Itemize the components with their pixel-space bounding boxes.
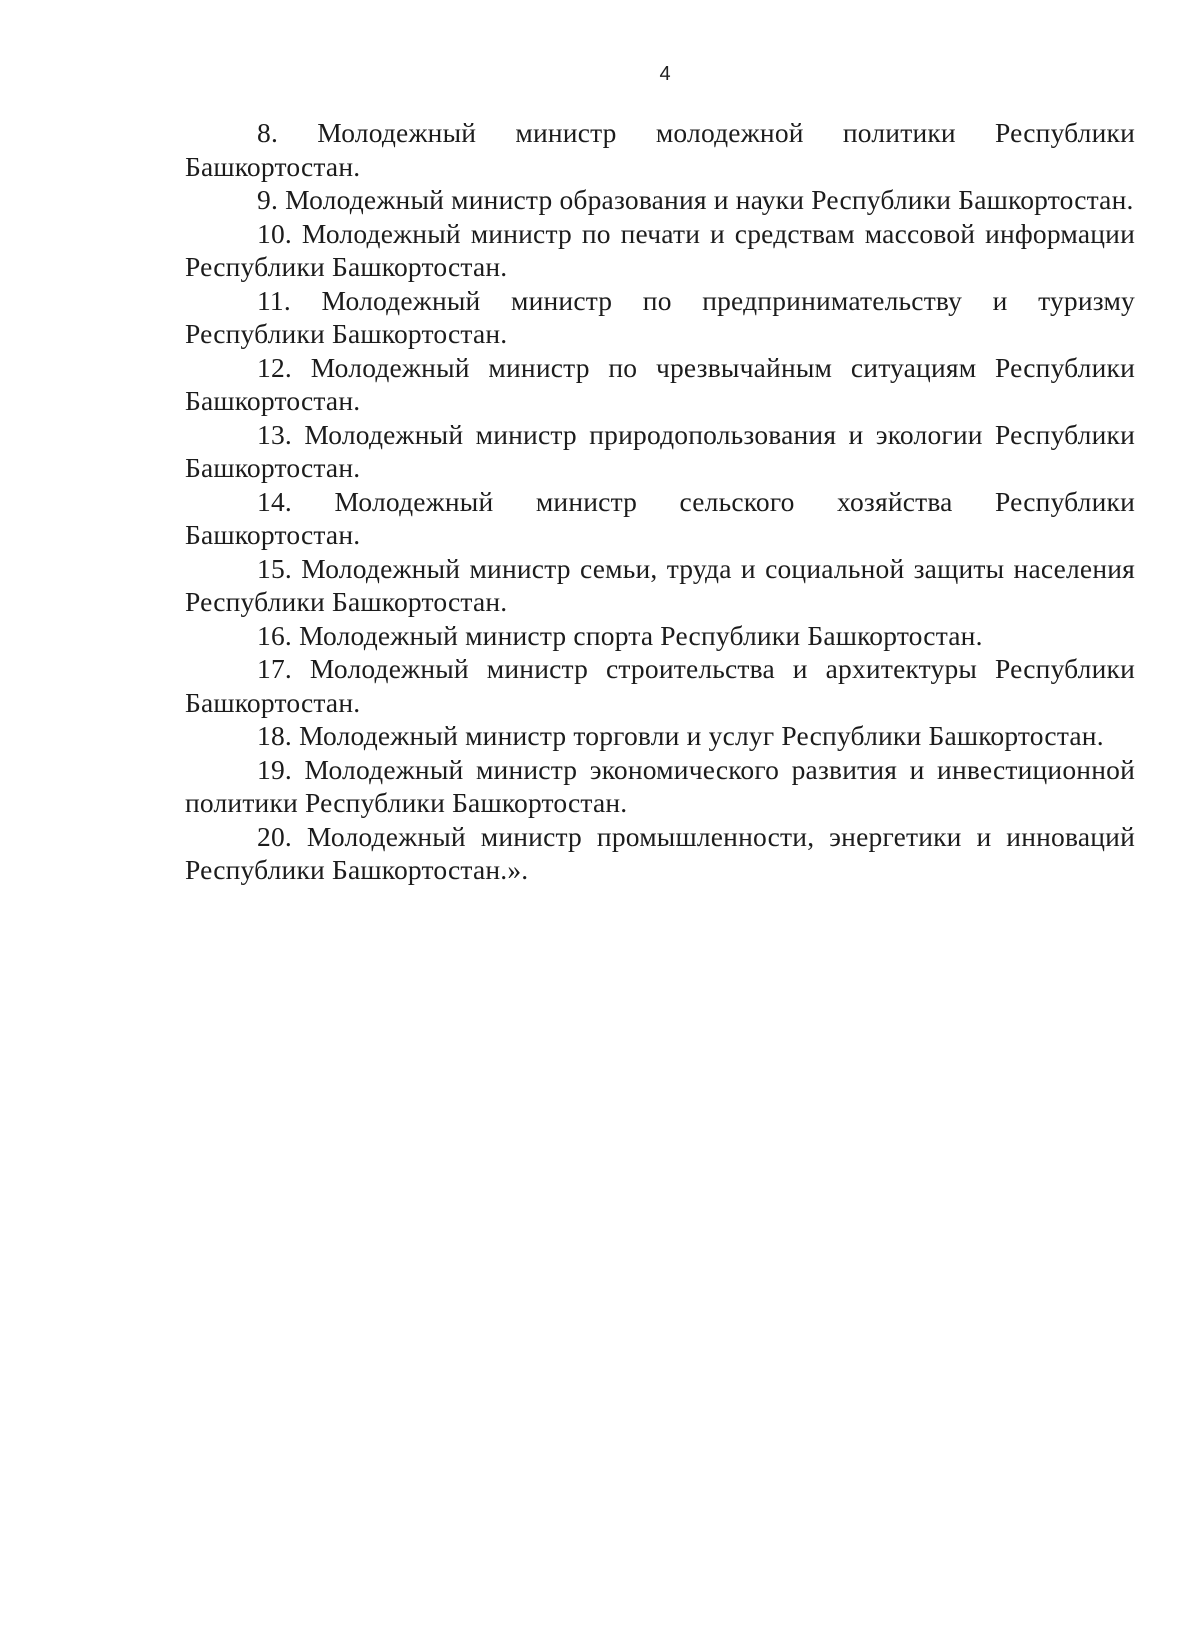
item-number: 20. (257, 820, 292, 852)
list-item (185, 217, 1135, 284)
list-item (185, 552, 1135, 619)
item-number: 8. (257, 117, 279, 148)
item-text: Молодежный министр семьи, труда и социальной защиты населения Республики Башкортостан. (185, 552, 1136, 617)
list-item (185, 652, 1135, 719)
item-number: 17. (257, 653, 292, 684)
item-number: 11. (257, 284, 291, 316)
item-number: 14. (257, 485, 292, 517)
item-text: Молодежный министр по печати и средствам массовой информации Республики Башкортостан. (185, 217, 1135, 282)
item-number: 13. (257, 418, 292, 450)
list-item (185, 820, 1135, 887)
list-item (185, 351, 1135, 418)
item-text: Молодежный министр образования и науки Республики Башкортостан. (285, 184, 1134, 215)
item-text: Молодежный министр экономического развития и инвестиционной политики Республики Башкортостан. (185, 753, 1135, 818)
list-item (185, 284, 1135, 351)
list-item (185, 619, 1135, 653)
item-text: Молодежный министр промышленности, энергетики и инноваций Республики Башкортостан.». (185, 820, 1135, 885)
list-item (185, 418, 1135, 485)
list-item (185, 719, 1135, 753)
item-number: 18. (257, 720, 292, 751)
list-item (185, 485, 1135, 552)
item-number: 10. (257, 217, 292, 249)
minister-list (185, 116, 1135, 887)
list-item (185, 753, 1135, 820)
list-item (185, 116, 1135, 183)
item-number: 19. (257, 753, 292, 785)
item-number: 15. (257, 552, 292, 584)
item-text: Молодежный министр природопользования и экологии Республики Башкортостан. (185, 418, 1136, 483)
item-text: Молодежный министр молодежной политики Республики Башкортостан. (185, 117, 1135, 182)
item-text: Молодежный министр сельского хозяйства Республики Башкортостан. (185, 485, 1135, 550)
item-text: Молодежный министр по чрезвычайным ситуациям Республики Башкортостан. (185, 351, 1136, 416)
item-number: 12. (257, 351, 292, 383)
item-text: Молодежный министр строительства и архитектуры Республики Башкортостан. (185, 653, 1135, 718)
item-text: Молодежный министр спорта Республики Башкортостан. (299, 619, 983, 651)
item-number: 9. (257, 184, 279, 215)
page-number: 4 (659, 63, 671, 85)
item-text: Молодежный министр по предпринимательству и туризму Республики Башкортостан. (185, 284, 1136, 349)
item-number: 16. (257, 619, 292, 651)
list-item (185, 183, 1135, 217)
item-text: Молодежный министр торговли и услуг Республики Башкортостан. (299, 720, 1104, 751)
